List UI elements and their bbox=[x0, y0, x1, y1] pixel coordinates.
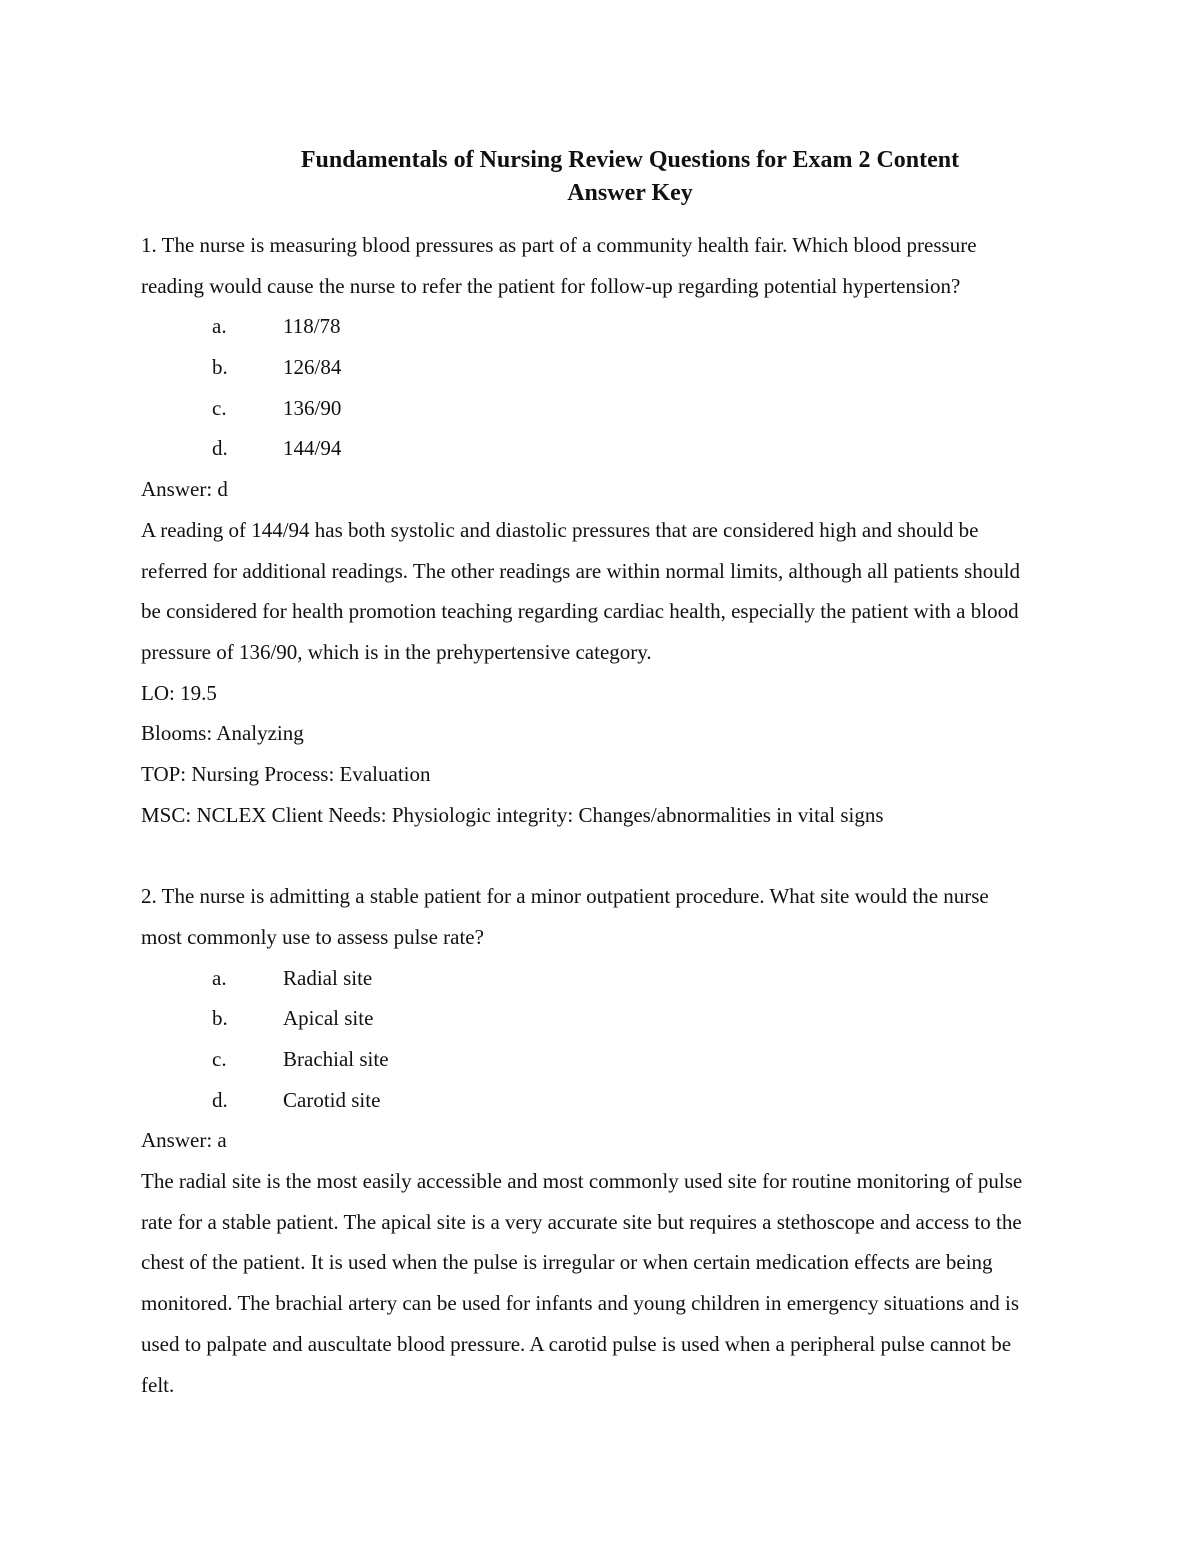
document-title bbox=[0, 144, 1200, 210]
option-letter: c. bbox=[212, 395, 227, 420]
option-text: 118/78 bbox=[283, 314, 341, 339]
learning-objective: LO: 19.5 bbox=[141, 680, 217, 705]
answer-option bbox=[141, 347, 1141, 388]
question-stem-line: 1. The nurse is measuring blood pressures as part of a community health fair. Which blood pressure bbox=[141, 233, 977, 257]
option-text: 126/84 bbox=[283, 355, 342, 380]
rationale-line: used to palpate and auscultate blood pressure. A carotid pulse is used when a peripheral pulse cannot be bbox=[141, 1331, 1012, 1356]
option-text: Brachial site bbox=[283, 1046, 389, 1071]
blooms-level: Blooms: Analyzing bbox=[141, 721, 304, 746]
spacer bbox=[141, 835, 1141, 876]
option-letter: a. bbox=[212, 965, 227, 990]
rationale-line: rate for a stable patient. The apical site is a very accurate site but requires a stethoscope and access to the bbox=[141, 1209, 1022, 1234]
answer-option bbox=[141, 1039, 1141, 1080]
answer-option bbox=[141, 998, 1141, 1039]
answer-option bbox=[141, 306, 1141, 347]
rationale-line: chest of the patient. It is used when the pulse is irregular or when certain medication effects are being bbox=[141, 1250, 993, 1275]
answer-line: Answer: a bbox=[141, 1128, 227, 1153]
option-text: 144/94 bbox=[283, 436, 342, 461]
rationale-line: be considered for health promotion teaching regarding cardiac health, especially the patient with a blood bbox=[141, 599, 1019, 624]
option-text: Apical site bbox=[283, 1006, 374, 1031]
title-line-2: Answer Key bbox=[567, 180, 693, 206]
answer-option bbox=[141, 428, 1141, 469]
rationale-line: monitored. The brachial artery can be used for infants and young children in emergency situations and is bbox=[141, 1291, 1020, 1316]
option-letter: c. bbox=[212, 1046, 227, 1071]
topic: TOP: Nursing Process: Evaluation bbox=[141, 762, 431, 787]
option-letter: b. bbox=[212, 1006, 228, 1031]
option-letter: d. bbox=[212, 1087, 228, 1112]
rationale-line: A reading of 144/94 has both systolic and diastolic pressures that are considered high and should be bbox=[141, 517, 979, 542]
rationale-line: The radial site is the most easily accessible and most commonly used site for routine monitoring of pulse bbox=[141, 1169, 1023, 1194]
answer-option bbox=[141, 958, 1141, 999]
question-stem-line: 2. The nurse is admitting a stable patient for a minor outpatient procedure. What site would the nurse bbox=[141, 884, 989, 909]
rationale-line: pressure of 136/90, which is in the prehypertensive category. bbox=[141, 639, 652, 664]
answer-line: Answer: d bbox=[141, 477, 228, 502]
title-line-1: Fundamentals of Nursing Review Questions for Exam 2 Content bbox=[300, 147, 960, 173]
rationale-line: referred for additional readings. The other readings are within normal limits, although all patients should bbox=[141, 558, 1021, 583]
option-text: 136/90 bbox=[283, 395, 342, 420]
answer-option bbox=[141, 388, 1141, 429]
question-stem-line: reading would cause the nurse to refer the patient for follow-up regarding potential hypertension? bbox=[141, 273, 961, 298]
rationale-line: felt. bbox=[141, 1372, 175, 1397]
option-text: Carotid site bbox=[283, 1087, 381, 1112]
answer-option bbox=[141, 1080, 1141, 1121]
option-letter: d. bbox=[212, 436, 228, 461]
option-letter: a. bbox=[212, 314, 227, 339]
question-stem-line: most commonly use to assess pulse rate? bbox=[141, 924, 484, 949]
document-body bbox=[141, 225, 1141, 1405]
question-2 bbox=[141, 876, 1141, 1405]
option-text: Radial site bbox=[283, 965, 373, 990]
option-letter: b. bbox=[212, 355, 228, 380]
question-1 bbox=[141, 225, 1141, 835]
client-needs: MSC: NCLEX Client Needs: Physiologic integrity: Changes/abnormalities in vital signs bbox=[141, 802, 884, 827]
